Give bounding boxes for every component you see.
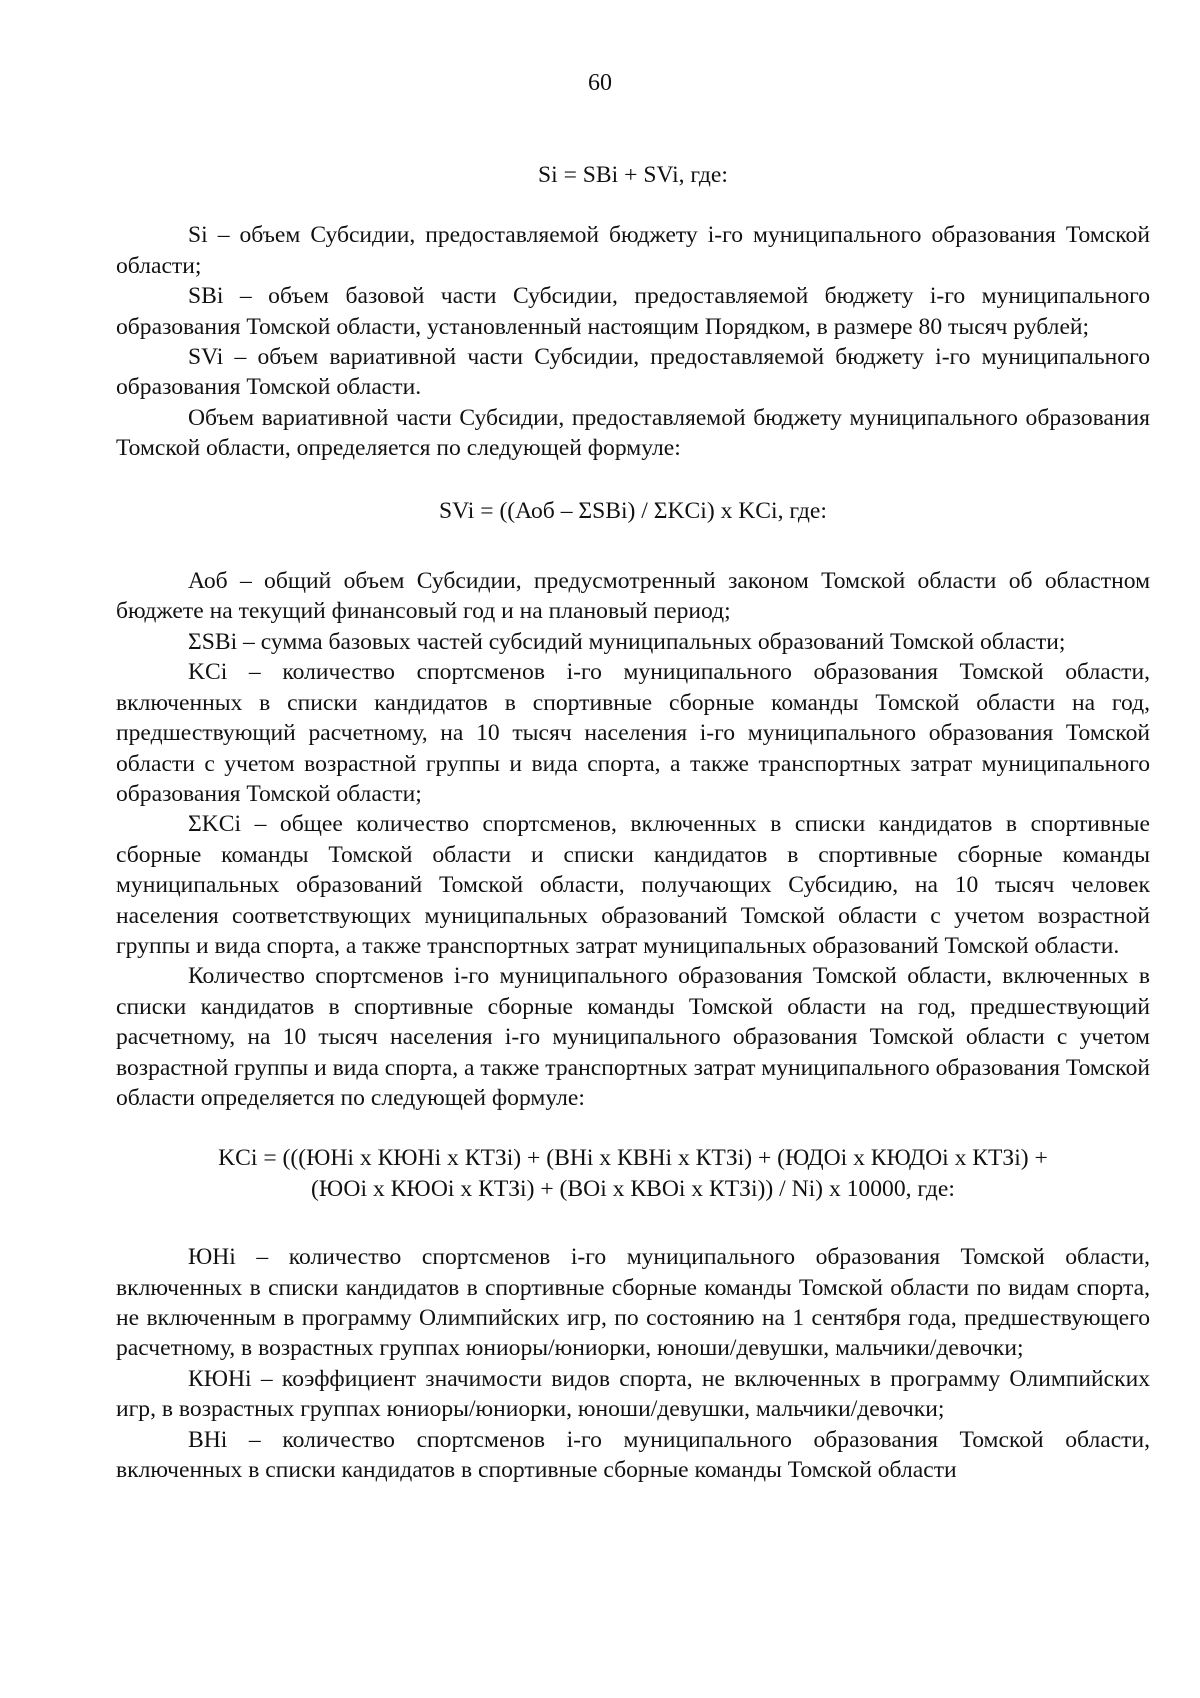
formula-kci bbox=[116, 1143, 1150, 1204]
definition-sum-sbi: ΣSBi – сумма базовых частей субсидий муниципальных образований Томской области; bbox=[188, 628, 1066, 655]
formula-kci-line-2: (ЮОi x КЮОi x КТЗi) + (ВОi x КВОi x КТЗi)) / Ni) x 10000, где: bbox=[311, 1175, 955, 1202]
svi-intro-paragraph: Объем вариативной части Субсидии, предоставляемой бюджету муниципального образования Томской области, определяется по следующей формуле: bbox=[116, 404, 1150, 462]
definition-yuni: ЮНi – количество спортсменов i-го муниципального образования Томской области, включенных в списки кандидатов в спортивные сборные команды Томской области по видам спорта, не включенным в программу Олимпийских игр, по состоянию на 1 сентября года, предшествующего расчетному, в возрастных группах юниоры/юниорки, юноши/девушки, мальчики/девочки; bbox=[116, 1244, 1150, 1362]
definition-kci: KCi – количество спортсменов i-го муниципального образования Томской области, включенных в списки кандидатов в спортивные сборные команды Томской области на год, предшествующий расчетному, на 10 тысяч населения i-го муниципального образования Томской области с учетом возрастной группы и вида спорта, а также транспортных затрат муниципального образования Томской области; bbox=[116, 659, 1150, 807]
definition-aob: Аоб – общий объем Субсидии, предусмотренный законом Томской области об областном бюджете на текущий финансовый год и на плановый период; bbox=[116, 568, 1150, 625]
definition-sum-kci: ΣKCi – общее количество спортсменов, включенных в списки кандидатов в спортивные сборные команды Томской области и списки кандидатов в спортивные сборные команды муниципальных образований Томской области, получающих Субсидию, на 10 тысяч человек населения соответствующих муниципальных образований Томской области с учетом возрастной группы и вида спорта, а также транспортных затрат муниципальных образований Томской области. bbox=[116, 811, 1150, 959]
page-number: 60 bbox=[588, 70, 612, 96]
definition-sbi: SBi – объем базовой части Субсидии, предоставляемой бюджету i-го муниципального образования Томской области, установленный настоящим Порядком, в размере 80 тысяч рублей; bbox=[116, 283, 1150, 340]
definition-vni: ВНi – количество спортсменов i-го муниципального образования Томской области, включенных в списки кандидатов в спортивные сборные команды Томской области bbox=[116, 1426, 1150, 1484]
formula-svi: SVi = ((Аоб – ΣSBi) / ΣKCi) x KCi, где: bbox=[439, 497, 827, 524]
definition-si: Si – объем Субсидии, предоставляемой бюджету i-го муниципального образования Томской области; bbox=[116, 222, 1150, 279]
formula-si: Si = SBi + SVi, где: bbox=[538, 162, 728, 188]
kci-intro-paragraph: Количество спортсменов i-го муниципального образования Томской области, включенных в списки кандидатов в спортивные сборные команды Томской области на год, предшествующий расчетному, на 10 тысяч населения i-го муниципального образования Томской области с учетом возрастной группы и вида спорта, а также транспортных затрат муниципального образования Томской области определяется по следующей формуле: bbox=[116, 963, 1150, 1111]
definition-svi: SVi – объем вариативной части Субсидии, предоставляемой бюджету i-го муниципального образования Томской области. bbox=[116, 344, 1150, 401]
definition-kyuni: КЮНi – коэффициент значимости видов спорта, не включенных в программу Олимпийских игр, в возрастных группах юниоры/юниорки, юноши/девушки, мальчики/девочки; bbox=[116, 1365, 1150, 1423]
document-body bbox=[116, 160, 1150, 1485]
formula-kci-line-1: KCi = (((ЮНi x КЮНi x КТЗi) + (ВНi x КВНi x КТЗi) + (ЮДОi x КЮДОi x КТЗi) + bbox=[218, 1145, 1048, 1172]
